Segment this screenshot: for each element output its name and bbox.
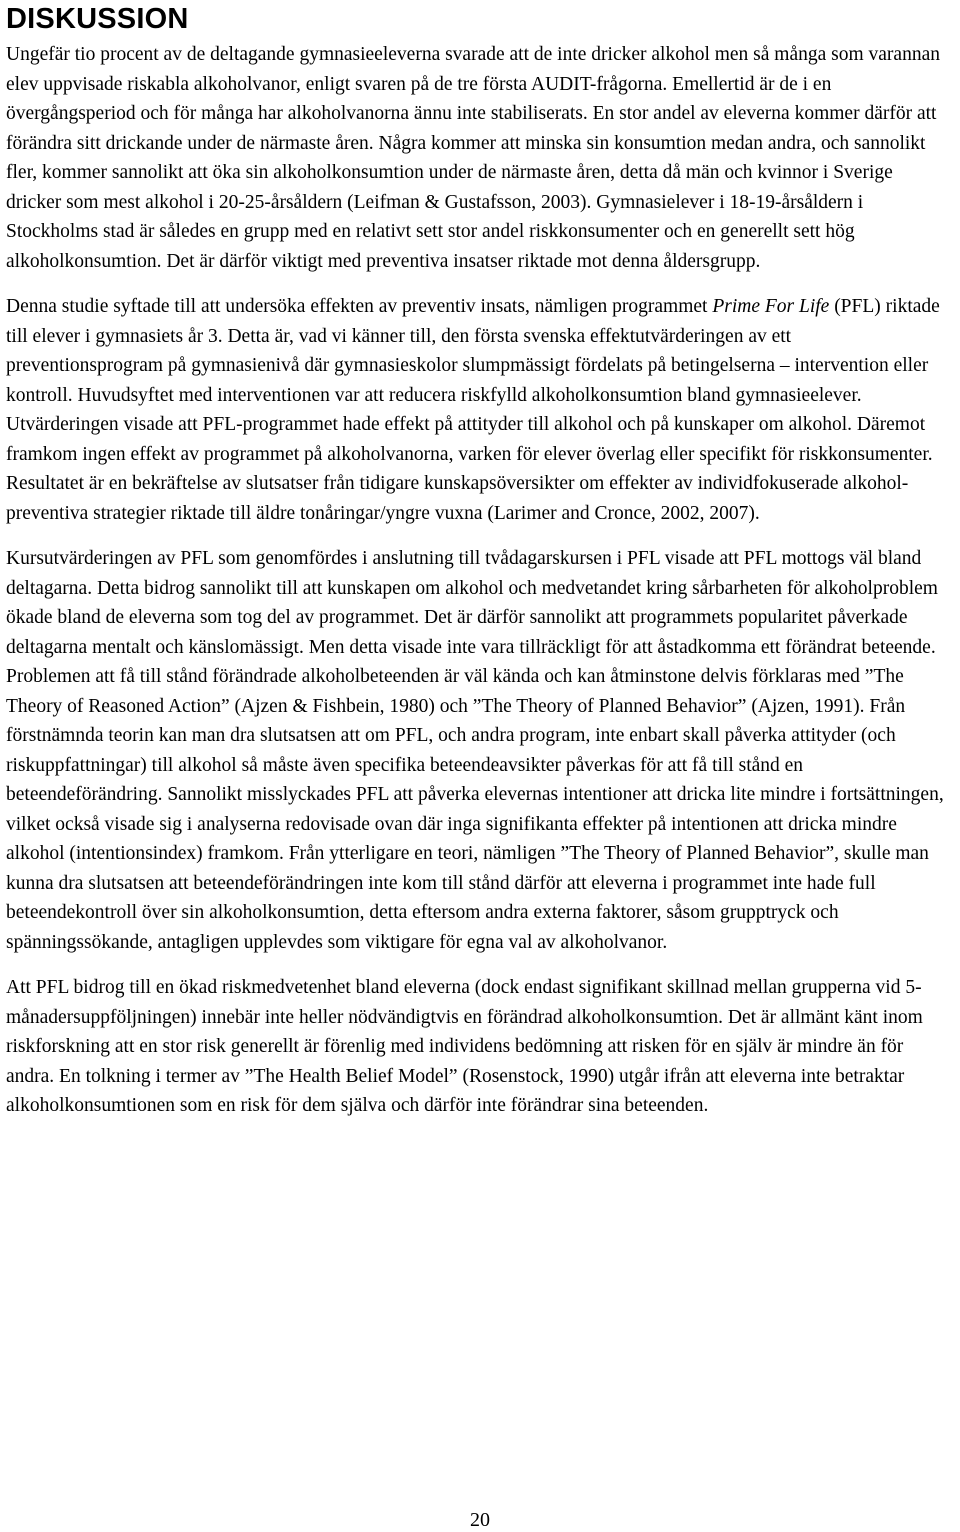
paragraph-3: Kursutvärderingen av PFL som genomfördes i anslutning till tvådagarskursen i PFL visade att PFL mottogs väl bland deltagarna. Detta bidrog sannolikt till att kunskapen om alkohol och medvetandet kring sårbarheten för alkoholproblem ökade bland de eleverna som tog del av programmet. Det är därför sannolikt att programmets popularitet påverkade deltagarna mentalt och känslomässigt. Men detta visade inte vara tillräckligt för att åstadkomma ett förändrat beteende. Problemen att få till stånd förändrade alkoholbeteenden är väl kända och kan åtminstone delvis förklaras med ”The Theory of Reasoned Action” (Ajzen & Fishbein, 1980) och ”The Theory of Planned Behavior” (Ajzen, 1991). Från förstnämnda teorin kan man dra slutsatsen att om PFL, och andra program, inte enbart skall påverka attityder (och riskuppfattningar) till alkohol så måste även specifika beteendeavsikter påverkas för att få till stånd en beteendeförändring. Sannolikt misslyckades PFL att påverka elevernas intentioner att dricka lite mindre i fortsättningen, vilket också visade sig i analyserna redovisade ovan där inga signifikanta effekter på intentionen att dricka mindre alkohol (intentionsindex) framkom. Från ytterligare en teori, nämligen ”The Theory of Planned Behavior”, skulle man kunna dra slutsatsen att beteendeförändringen inte kom till stånd därför att eleverna i programmet inte hade full beteendekontroll över sin alkoholkonsumtion, detta eftersom andra externa faktorer, såsom grupptryck och spänningssökande, antagligen upplevdes som viktigare för egna val av alkoholvanor.: [6, 548, 944, 953]
paragraph-1: Ungefär tio procent av de deltagande gymnasieeleverna svarade att de inte dricker alkohol men så många som varannan elev uppvisade riskabla alkoholvanor, enligt svaren på de tre första AUDIT-frågorna. Emellertid är de i en övergångsperiod och för många har alkoholvanorna ännu inte stabiliserats. En stor andel av eleverna kommer därför att förändra sitt drickande under de närmaste åren. Några kommer att minska sin konsumtion medan andra, och sannolikt fler, kommer sannolikt att öka sin alkoholkonsumtion under de närmaste åren, detta då män och kvinnor i Sverige dricker som mest alkohol i 20-25-årsåldern (Leifman & Gustafsson, 2003). Gymnasielever i 18-19-årsåldern i Stockholms stad är således en grupp med en relativt sett stor andel riskkonsumenter och en generellt sett hög alkoholkonsumtion. Det är därför viktigt med preventiva insatser riktade mot denna åldersgrupp.: [6, 44, 940, 272]
page-number: 20: [470, 1509, 490, 1531]
program-name-italic: Prime For Life: [712, 296, 830, 317]
paragraph-2-text-before: Denna studie syftade till att undersöka effekten av preventiv insats, nämligen programmet: [6, 296, 708, 317]
paragraph-2-text-after: (PFL) riktade till elever i gymnasiets år 3. Detta är, vad vi känner till, den första svenska effektutvärderingen av ett preventionsprogram på gymnasienivå där gymnasieskolor slumpmässigt fördelats på betingelserna – intervention eller kontroll. Huvudsyftet med interventionen var att reducera riskfylld alkoholkonsumtion bland gymnasieelever. Utvärderingen visade att PFL-programmet hade effekt på attityder till alkohol och på kunskaper om alkohol. Däremot framkom ingen effekt av programmet på alkoholvanorna, varken för elever överlag eller specifikt för riskkonsumenter. Resultatet är en bekräftelse av slutsatser från tidigare kunskapsöversikter om effekter av individfokuserade alkoholpreventiva strategier riktade till äldre tonåringar/yngre vuxna (Larimer and Cronce, 2002, 2007).: [6, 296, 940, 524]
document-page: [6, 0, 951, 1121]
paragraph-4: Att PFL bidrog till en ökad riskmedvetenhet bland eleverna (dock endast signifikant skillnad mellan grupperna vid 5-månadersuppföljningen) innebär inte heller nödvändigtvis en förändrad alkoholkonsumtion. Det är allmänt känt inom riskforskning att en stor risk generellt är förenlig med individens bedömning att risken för en själv är mindre än för andra. En tolkning i termer av ”The Health Belief Model” (Rosenstock, 1990) utgår ifrån att eleverna inte betraktar alkoholkonsumtionen som en risk för dem själva och därför inte förändrar sina beteenden.: [6, 977, 923, 1116]
paragraph-2: [6, 292, 951, 528]
section-heading: DISKUSSION: [6, 3, 189, 35]
